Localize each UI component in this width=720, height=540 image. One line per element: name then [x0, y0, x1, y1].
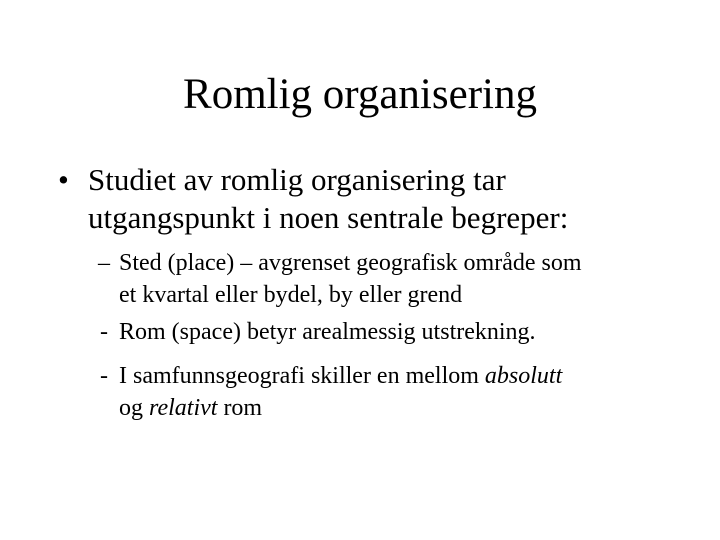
main-bullet-line-2: utgangspunkt i noen sentrale begreper: [88, 200, 569, 235]
sub-item-line-2 [119, 392, 699, 424]
emphasis-absolutt: absolutt [484, 363, 563, 389]
sub-item-marker: - [100, 319, 108, 345]
sub-item-line-1 [119, 360, 699, 392]
sub-item-line-1-prefix: I samfunnsgeografi skiller en mellom [119, 363, 485, 389]
sub-item-line-1: Rom (space) betyr arealmessig utstrekning. [119, 319, 536, 345]
sub-item-text [119, 360, 699, 424]
sub-item-line-2-prefix: og [119, 395, 149, 421]
emphasis-relativt: relativt [149, 395, 218, 421]
sub-item-marker: – [98, 250, 110, 276]
sub-item-line-1: Sted (place) – avgrenset geografisk område som [119, 250, 582, 276]
sub-item-text [119, 247, 699, 311]
sub-item-line-2-suffix: rom [217, 395, 263, 421]
slide-title: Romlig organisering [183, 71, 537, 118]
sub-item-marker: - [100, 363, 108, 389]
bullet-marker: • [58, 162, 69, 197]
sub-item-text [119, 316, 699, 348]
main-bullet-line-1: Studiet av romlig organisering tar [88, 162, 506, 197]
main-bullet-text [88, 161, 678, 237]
sub-item-line-2: et kvartal eller bydel, by eller grend [119, 282, 463, 308]
